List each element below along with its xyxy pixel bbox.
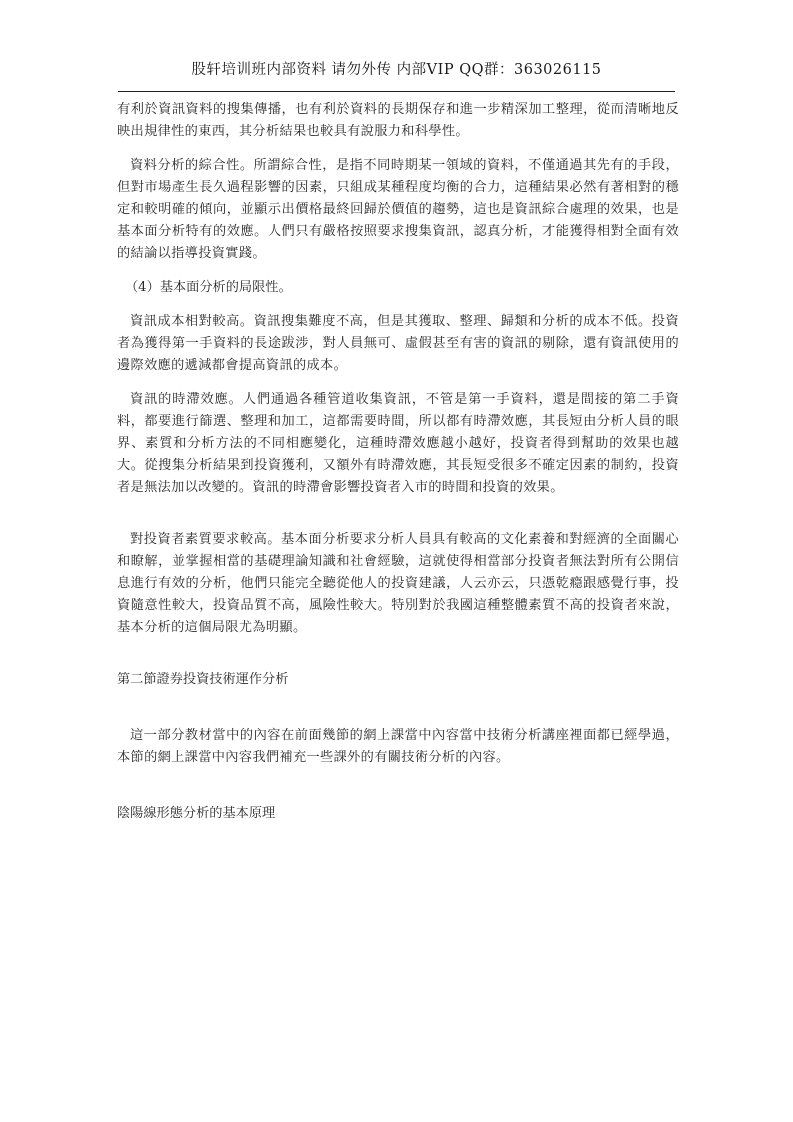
section-heading-technical-analysis: 第二節證券投資技術運作分析 [117,672,289,687]
header-divider [118,91,675,92]
spacer [117,299,679,311]
paragraph-investor-quality: 對投資者素質要求較高。基本面分析要求分析人員具有較高的文化素養和對經濟的全面關心和瞭解，並掌握相當的基礎理論知識和社會經驗，這就使得相當部分投資者無法對所有公開信息進行有效的分析，他們只能完全聽從他人的投資建議，人云亦云，只憑乾瘾跟感覺行事，投資隨意性較大，投資品質不高，風險性較大。特別對於我國這種整體素質不高的投資者來說，基本分析的這個局限尤為明顯。 [117,532,679,635]
paragraph-comprehensiveness: 資料分析的綜合性。所謂綜合性，是指不同時期某一領域的資料，不僅通過其先有的手段，但對市場產生長久過程影響的因素，只組成某種程度均衡的合力，這種結果必然有著相對的穩定和較明確的傾向，並顯示出價格最終回歸於價值的趨勢，這也是資訊綜合處理的效果，也是基本面分析特有的效應。人們只有嚴格按照要求搜集資訊，認真分析，才能獲得相對全面有效的結論以指導投資實踐。 [117,158,679,261]
paragraph-time-lag: 資訊的時滯效應。人們通過各種管道收集資訊，不管是第一手資料，還是間接的第二手資料，都要進行篩選、整理和加工，這都需要時間，所以都有時滯效應，其長短由分析人員的眼界、素質和分析方法的不同相應變化，這種時滯效應越小越好，投資者得到幫助的效果也越大。從搜集分析結果到投資獲利，又額外有時滯效應，其長短受很多不確定因素的制約，投資者是無法加以改變的。資訊的時滯會影響投資者入市的時間和投資的效果。 [117,392,679,495]
paragraph-section-intro: 這一部分教材當中的內容在前面幾節的網上課當中內容當中技術分析講座裡面都已經學過，本節的網上課當中內容我們補充一些課外的有關技術分析的內容。 [117,728,679,765]
page-header-title: 股轩培训班内部资料 请勿外传 内部VIP QQ群：363026115 [191,62,602,78]
spacer [117,499,679,529]
paragraph-information-cost: 資訊成本相對較高。資訊搜集難度不高，但是其獲取、整理、歸類和分析的成本不低。投資者為獲得第一手資料的長途跋涉，對人員無可、虛假甚至有害的資訊的剔除，還有資訊使用的邊際效應的遞減都會提高資訊的成本。 [117,314,679,373]
spacer [117,691,679,725]
spacer [117,377,679,389]
section-heading-candlestick-principles: 陰陽線形態分析的基本原理 [117,806,276,821]
spacer [117,769,679,803]
subheading-limitations: （4）基本面分析的局限性。 [125,280,292,295]
paragraph-data-collection-continued: 有利於資訊資料的搜集傳播，也有利於資料的長期保存和進一步精深加工整理，從而清晰地反映出規律性的東西，其分析結果也較具有說服力和科學性。 [117,102,679,139]
document-body [117,99,679,825]
spacer [117,639,679,669]
spacer [117,143,679,155]
spacer [117,265,679,277]
